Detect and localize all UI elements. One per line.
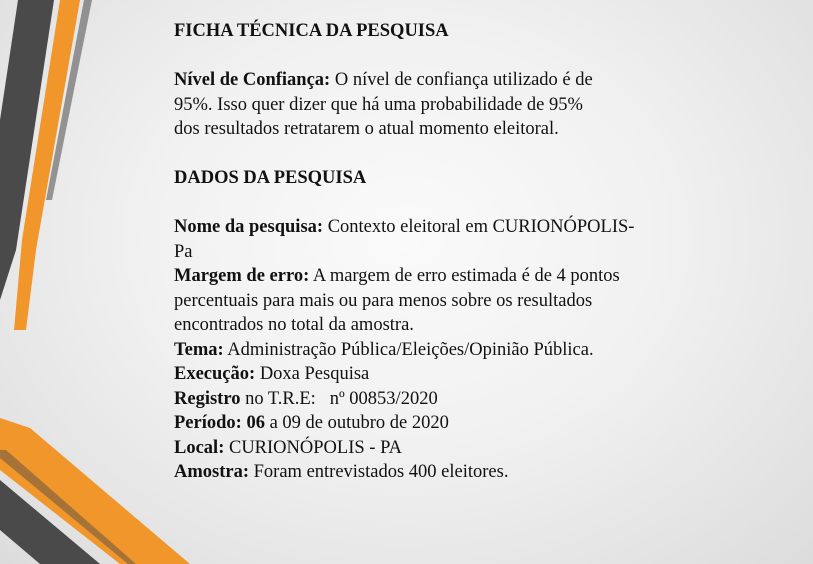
registro-row	[174, 387, 694, 412]
nivel-label: Nível de Confiança:	[174, 70, 331, 90]
tema-row	[174, 338, 694, 363]
spacer	[174, 44, 694, 69]
periodo-start: 06	[241, 413, 265, 433]
spacer	[174, 191, 694, 216]
dados-title: DADOS DA PESQUISA	[174, 168, 367, 188]
amostra-row	[174, 460, 694, 485]
periodo-row	[174, 411, 694, 436]
registro-label: Registro	[174, 388, 241, 409]
nome-label: Nome da pesquisa:	[174, 217, 324, 237]
nome-line-1: Contexto eleitoral em CURIONÓPOLIS-	[323, 217, 635, 237]
amostra-label: Amostra:	[174, 462, 250, 482]
periodo-rest: a 09 de outubro de 2020	[264, 413, 449, 433]
margem-line-3: encontrados no total da amostra.	[174, 315, 414, 335]
execucao-label: Execução:	[174, 364, 256, 384]
registro-value: no T.R.E: nº 00853/2020	[240, 388, 438, 409]
tema-value: Administração Pública/Eleições/Opinião Pública.	[223, 339, 594, 360]
margem-row	[174, 264, 694, 289]
ficha-title: FICHA TÉCNICA DA PESQUISA	[174, 21, 449, 41]
document-body	[174, 19, 694, 485]
execucao-value: Doxa Pesquisa	[255, 364, 370, 384]
amostra-value: Foram entrevistados 400 eleitores.	[249, 462, 509, 482]
local-label: Local:	[174, 437, 225, 458]
nivel-line-2: 95%. Isso quer dizer que há uma probabilidade de 95%	[174, 94, 583, 115]
periodo-label: Período:	[174, 413, 242, 433]
nivel-line-1: O nível de confiança utilizado é de	[330, 70, 593, 90]
local-value: CURIONÓPOLIS - PA	[224, 437, 403, 458]
local-row	[174, 436, 694, 461]
margem-label: Margem de erro:	[174, 266, 310, 286]
margem-line-1: A margem de erro estimada é de 4 pontos	[309, 266, 620, 286]
nome-line-2: Pa	[174, 241, 193, 262]
nivel-line-3: dos resultados retratarem o atual momento eleitoral.	[174, 119, 559, 139]
nivel-paragraph	[174, 68, 694, 93]
spacer	[174, 142, 694, 167]
nome-row	[174, 215, 694, 240]
execucao-row	[174, 362, 694, 387]
tema-label: Tema:	[174, 339, 224, 360]
margem-line-2: percentuais para mais ou para menos sobre os resultados	[174, 290, 593, 311]
